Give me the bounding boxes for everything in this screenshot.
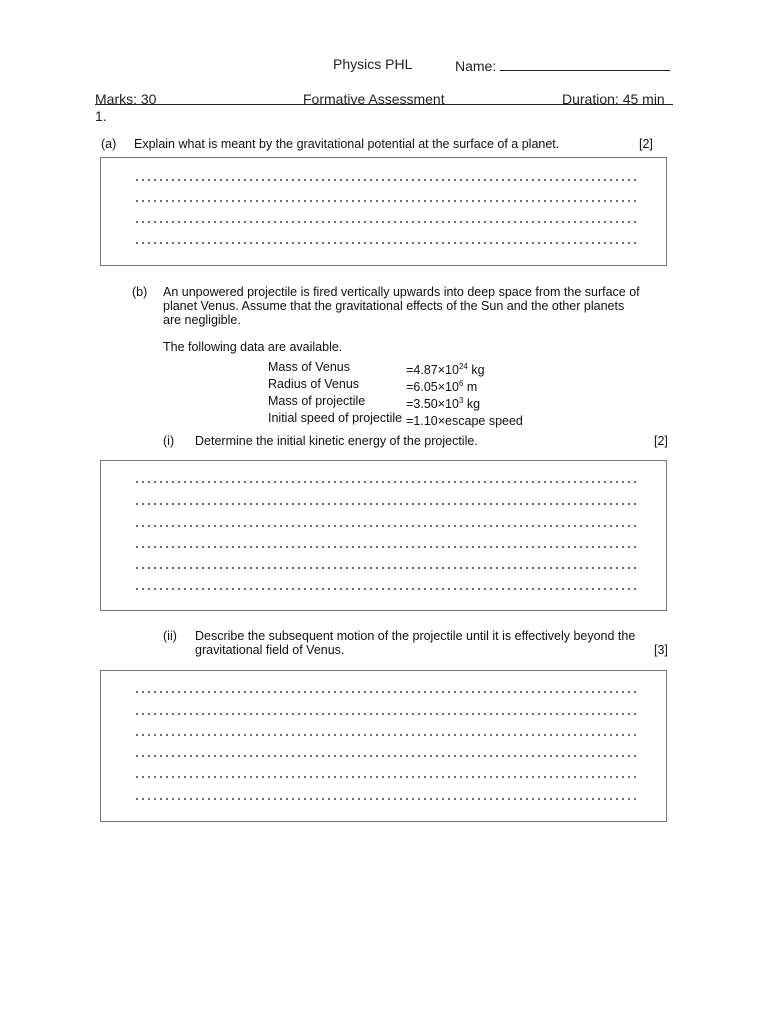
answer-line <box>134 798 639 800</box>
answer-line <box>134 179 639 181</box>
data-intro: The following data are available. <box>163 340 343 354</box>
name-label: Name: <box>455 58 497 74</box>
subject-title: Physics PHL <box>333 56 413 72</box>
data-value: $=4.87\times 10^{24}$ kg <box>406 362 485 377</box>
part-b-i-label: (i) <box>163 434 175 448</box>
data-row <box>268 411 523 428</box>
answer-line <box>134 755 639 757</box>
data-value: $=3.50\times 10^3$ kg <box>406 396 481 411</box>
question-number: 1. <box>95 108 107 124</box>
part-b-label: (b) <box>132 285 148 299</box>
answer-line <box>134 588 639 590</box>
data-row <box>268 394 523 411</box>
name-field[interactable] <box>455 56 670 74</box>
part-a-question: Explain what is meant by the gravitational potential at the surface of a planet. <box>134 137 560 151</box>
part-b-ii-label: (ii) <box>163 629 177 643</box>
part-b-text-line-1: An unpowered projectile is fired vertically upwards into deep space from the surface of <box>163 285 640 299</box>
answer-line <box>134 776 639 778</box>
data-label: Radius of Venus <box>268 377 360 391</box>
marks-total: Marks: 30 <box>95 91 157 107</box>
part-a-answer-box[interactable] <box>100 157 667 266</box>
data-row <box>268 377 523 394</box>
data-label: Initial speed of projectile <box>268 411 403 425</box>
data-value: $=6.05\times 10^6$ m <box>406 379 478 394</box>
answer-line <box>134 691 639 693</box>
answer-line <box>134 734 639 736</box>
answer-line <box>134 503 639 505</box>
part-b-i-answer-box[interactable] <box>100 460 667 611</box>
answer-line <box>134 567 639 569</box>
answer-line <box>134 481 639 483</box>
data-value: =1.10×escape speed <box>406 414 523 428</box>
part-b-text-line-2: planet Venus. Assume that the gravitational effects of the Sun and the other planets <box>163 299 625 313</box>
assessment-title: Formative Assessment <box>303 91 445 107</box>
header-rule <box>95 104 673 105</box>
answer-line <box>134 242 639 244</box>
answer-line <box>134 713 639 715</box>
part-b-ii-text-line-2: gravitational field of Venus. <box>195 643 345 657</box>
data-table <box>268 360 523 428</box>
part-b-i-marks: [2] <box>654 434 668 448</box>
duration: Duration: 45 min <box>562 91 665 107</box>
part-b-ii-text-line-1: Describe the subsequent motion of the projectile until it is effectively beyond the <box>195 629 636 643</box>
answer-line <box>134 200 639 202</box>
name-blank-line[interactable] <box>500 56 670 71</box>
answer-line <box>134 525 639 527</box>
data-label: Mass of Venus <box>268 360 350 374</box>
data-label: Mass of projectile <box>268 394 366 408</box>
part-b-i-question: Determine the initial kinetic energy of the projectile. <box>195 434 478 448</box>
data-row <box>268 360 523 377</box>
part-b-ii-marks: [3] <box>654 643 668 657</box>
part-a-marks: [2] <box>639 137 653 151</box>
answer-line <box>134 546 639 548</box>
part-b-ii-answer-box[interactable] <box>100 670 667 822</box>
answer-line <box>134 221 639 223</box>
part-a-label: (a) <box>101 137 117 151</box>
part-b-text-line-3: are negligible. <box>163 313 241 327</box>
